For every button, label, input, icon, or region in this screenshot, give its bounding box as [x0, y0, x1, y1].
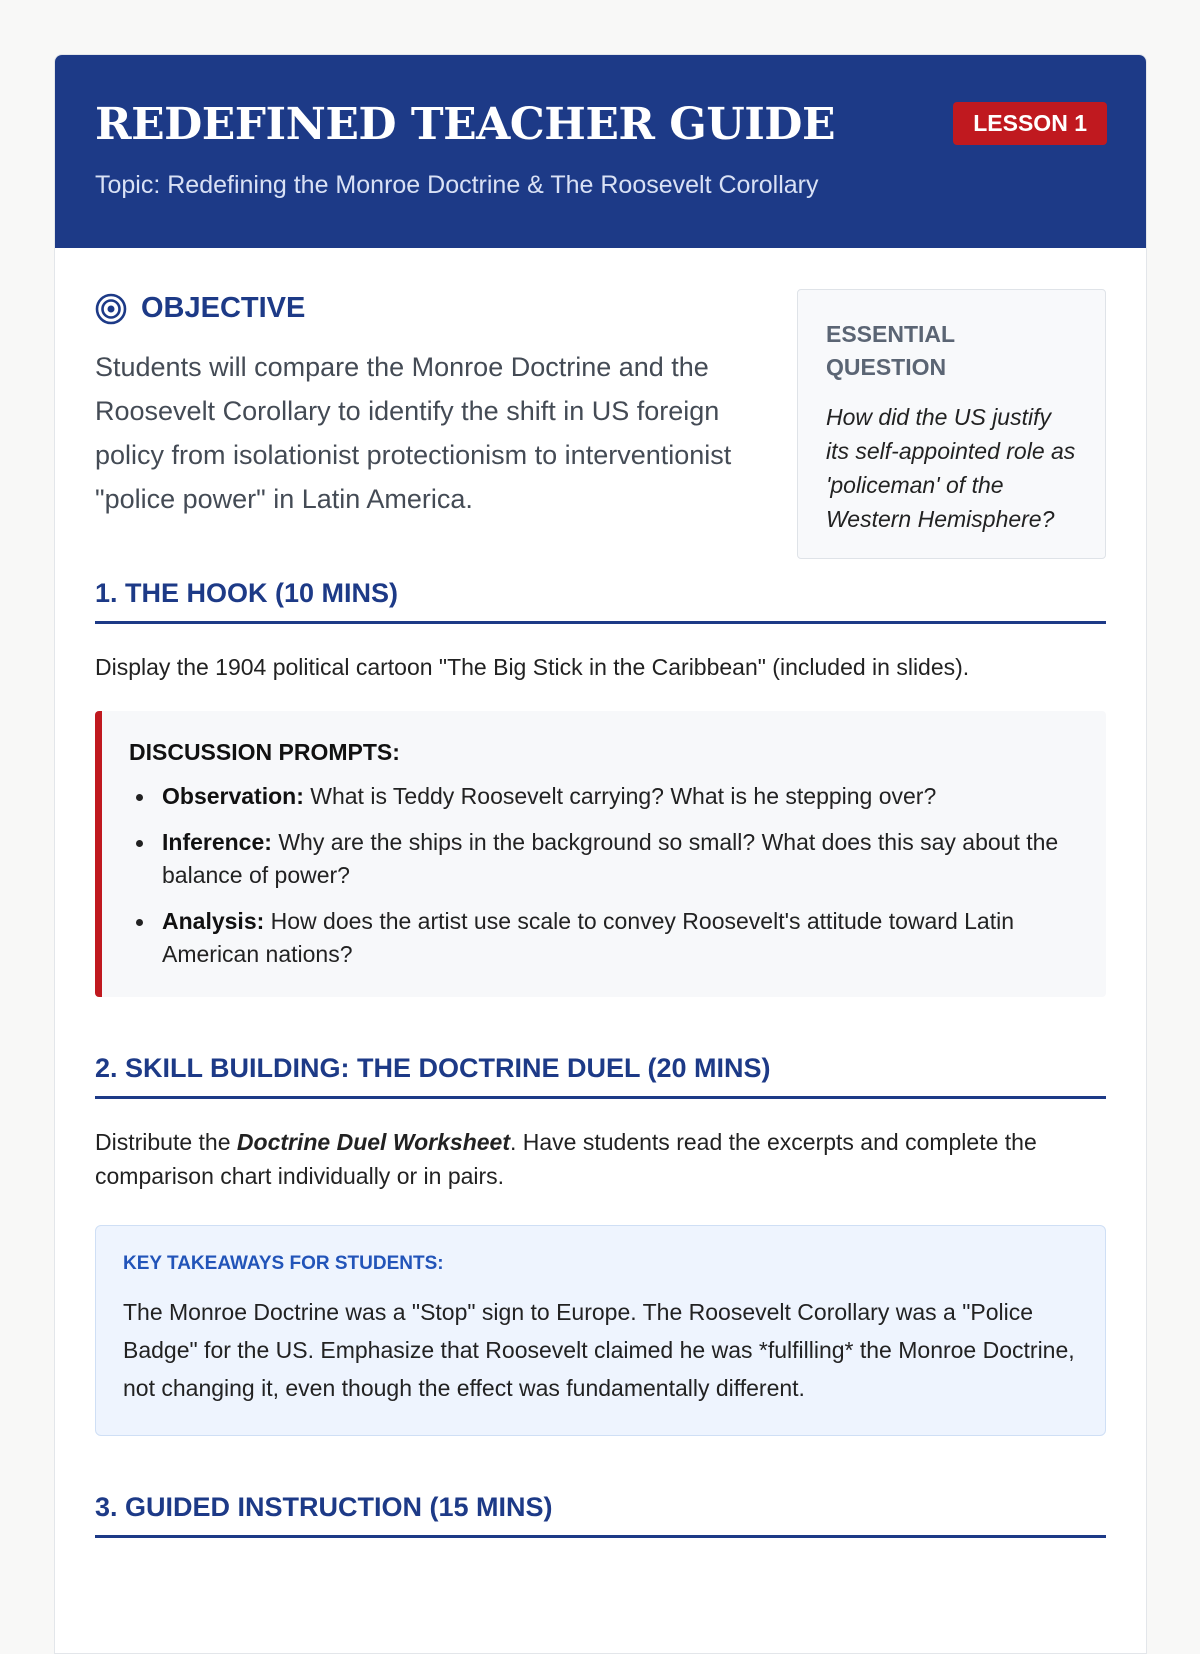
section-guided-instruction: [95, 1492, 1106, 1538]
key-takeaways-text: The Monroe Doctrine was a "Stop" sign to Europe. The Roosevelt Corollary was a "Police Badge" for the US. Emphasize that Roosevelt claimed he was *fulfilling* the Monroe Doctrine, not changing it, even though the effect was fundamentally different.: [123, 1299, 1075, 1401]
section-heading-guided-instruction: 3. GUIDED INSTRUCTION (15 MINS): [95, 1492, 1106, 1538]
prompt-text: How does the artist use scale to convey Roosevelt's attitude toward Latin American nations?: [162, 908, 1015, 967]
prompt-text: Why are the ships in the background so small? What does this say about the balance of power?: [162, 829, 1059, 888]
key-takeaways-label: KEY TAKEAWAYS FOR STUDENTS:: [123, 1253, 444, 1274]
lesson-badge: LESSON 1: [953, 102, 1107, 145]
prompt-term: Analysis:: [162, 908, 265, 934]
essential-question-text: How did the US justify its self-appointed role as 'policeman' of the Western Hemisphere?: [826, 404, 1076, 532]
objective-heading: [95, 292, 765, 325]
teacher-guide-card: [54, 54, 1147, 1654]
skill-text-before: Distribute the: [95, 1129, 237, 1155]
prompt-term: Observation:: [162, 783, 304, 809]
list-item: [129, 826, 1076, 892]
objective-heading-label: OBJECTIVE: [141, 292, 306, 324]
objective-section: [95, 292, 765, 521]
guide-body: [55, 248, 1146, 1538]
objective-row: [95, 248, 1106, 578]
section-heading-skill-building: 2. SKILL BUILDING: THE DOCTRINE DUEL (20 MINS): [95, 1053, 1106, 1099]
guide-header: [55, 55, 1146, 248]
skill-text-after: . Have students read the excerpts and complete the comparison chart individually or in pairs.: [95, 1129, 1037, 1189]
section-heading-hook: 1. THE HOOK (10 MINS): [95, 578, 1106, 624]
section-skill-building: [95, 1053, 1106, 1436]
objective-text: Students will compare the Monroe Doctrine and the Roosevelt Corollary to identify the shift in US foreign policy from isolationist protectionism to interventionist "police power" in Latin America.: [95, 352, 732, 514]
page-title: REDEFINED TEACHER GUIDE: [95, 99, 836, 150]
list-item: [129, 905, 1076, 971]
key-takeaways-box: [95, 1225, 1106, 1436]
list-item: [129, 780, 1076, 813]
skill-text: [95, 1125, 1106, 1193]
discussion-prompts-label: DISCUSSION PROMPTS:: [129, 739, 400, 765]
hook-text: Display the 1904 political cartoon "The Big Stick in the Caribbean" (included in slides).: [95, 654, 970, 680]
topic-subtitle: Topic: Redefining the Monroe Doctrine & The Roosevelt Corollary: [95, 171, 819, 199]
prompt-text: What is Teddy Roosevelt carrying? What is he stepping over?: [303, 783, 937, 809]
worksheet-title: Doctrine Duel Worksheet: [236, 1129, 510, 1155]
prompt-term: Inference:: [162, 829, 272, 855]
essential-question-box: [797, 289, 1106, 559]
essential-question-label: ESSENTIAL QUESTION: [826, 321, 955, 380]
target-icon: [95, 293, 127, 325]
discussion-prompts-box: [95, 711, 1106, 997]
prompt-list: [129, 780, 1076, 971]
section-hook: [95, 578, 1106, 997]
